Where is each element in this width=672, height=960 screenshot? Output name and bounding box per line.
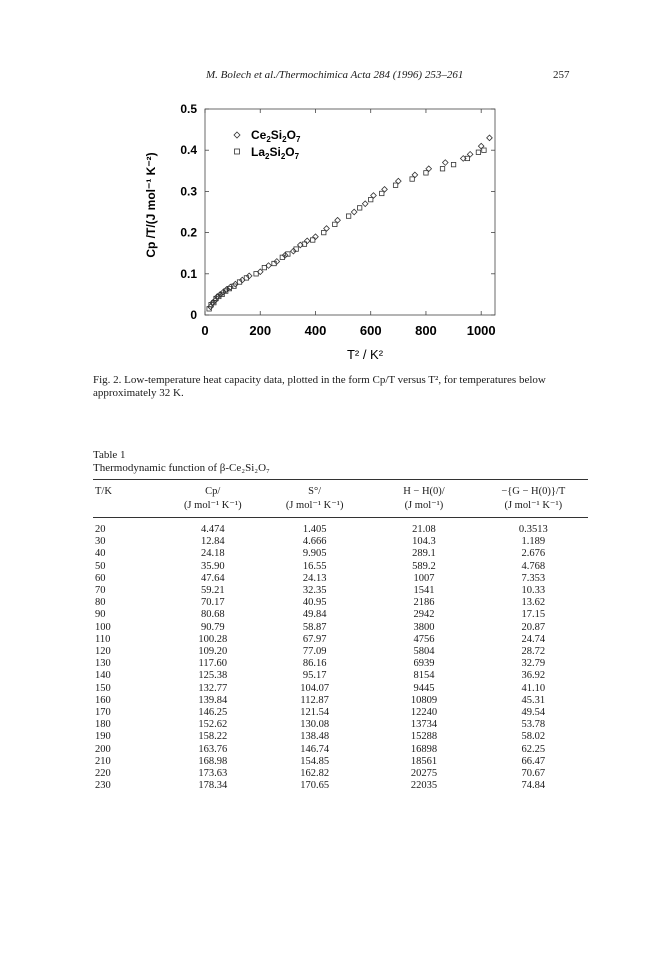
table-cell: 22035 xyxy=(410,780,438,792)
table-cell: 20275 xyxy=(410,768,438,780)
table-cell: 60 xyxy=(95,572,106,584)
data-point-la2si2o7 xyxy=(476,150,480,154)
table-row xyxy=(93,536,588,548)
y-tick-label: 0.4 xyxy=(180,143,197,158)
table-cell: 1.189 xyxy=(521,536,546,548)
figure-caption: Fig. 2. Low-temperature heat capacity data, plotted in the form Cp/T versus T², for temperatures below approximately 32 K. xyxy=(93,374,546,399)
table-row xyxy=(93,518,588,537)
table-cell: 32.35 xyxy=(302,585,327,597)
data-point-la2si2o7 xyxy=(440,167,444,171)
table-row xyxy=(93,695,588,707)
table-row xyxy=(93,731,588,743)
table-cell: 120 xyxy=(95,646,111,658)
data-point-ce2si2o7 xyxy=(304,238,310,244)
table-cell: 10809 xyxy=(410,694,438,706)
table-cell: 80 xyxy=(95,597,106,609)
table-row xyxy=(93,719,588,731)
table-row xyxy=(93,683,588,695)
table-cell: 139.84 xyxy=(198,694,228,706)
data-point-la2si2o7 xyxy=(451,162,455,166)
legend-label-la2si2o7: $La_2Si_2O_7$ xyxy=(251,145,300,161)
table-cell: 12240 xyxy=(410,707,438,719)
table-cell: 138.48 xyxy=(300,731,330,743)
table-row xyxy=(93,634,588,646)
table-cell: 70.67 xyxy=(521,768,546,780)
table-row xyxy=(93,597,588,609)
table-title: Thermodynamic function of β-Ce₂Si₂O₇ xyxy=(93,462,270,474)
thermo-table xyxy=(93,479,588,792)
table-cell: 104.3 xyxy=(412,536,436,548)
table-cell: 1007 xyxy=(413,572,435,584)
x-tick-label: 400 xyxy=(304,323,327,338)
chart-marks xyxy=(207,135,492,311)
table-cell: 146.74 xyxy=(300,743,330,755)
table-cell: 104.07 xyxy=(300,682,330,694)
table-cell: 80.68 xyxy=(200,609,225,621)
table-cell: 40 xyxy=(95,548,106,560)
table-cell: 30 xyxy=(95,536,106,548)
table-row xyxy=(93,585,588,597)
table-cell: 146.25 xyxy=(198,707,228,719)
table-cell: 13.62 xyxy=(521,597,546,609)
table-body xyxy=(93,518,588,793)
table-cell: 77.09 xyxy=(302,646,327,658)
table-cell: 4.768 xyxy=(521,560,546,572)
table-cell: 24.74 xyxy=(521,633,546,645)
table-cell: 49.54 xyxy=(521,707,546,719)
data-point-la2si2o7 xyxy=(410,177,414,181)
running-header xyxy=(0,69,672,85)
x-tick-label: 200 xyxy=(249,323,272,338)
table-cell: 2942 xyxy=(413,609,435,621)
table-cell: 170 xyxy=(95,707,111,719)
table-cell: 86.16 xyxy=(302,658,327,670)
table-row xyxy=(93,561,588,573)
table-cell: 53.78 xyxy=(521,719,546,731)
data-point-ce2si2o7 xyxy=(487,135,493,141)
table-cell: 125.38 xyxy=(198,670,228,682)
legend-marker-square xyxy=(235,149,240,154)
col-header-h: H − H(0)/ xyxy=(369,480,478,500)
table-cell: 58.02 xyxy=(521,731,546,743)
data-point-la2si2o7 xyxy=(346,214,350,218)
data-point-ce2si2o7 xyxy=(313,234,319,240)
table-cell: 47.64 xyxy=(200,572,225,584)
table-cell: 45.31 xyxy=(521,694,546,706)
table-cell: 28.72 xyxy=(521,646,546,658)
table-row xyxy=(93,622,588,634)
y-tick-label: 0.1 xyxy=(180,266,197,281)
table-header-row xyxy=(93,480,588,500)
col-header-g: −{G − H(0)}/T xyxy=(479,480,588,500)
data-point-la2si2o7 xyxy=(369,197,373,201)
table-cell: 20 xyxy=(95,524,106,535)
data-point-ce2si2o7 xyxy=(442,160,448,166)
table-row xyxy=(93,744,588,756)
table-units-row xyxy=(93,499,588,518)
x-tick-label: 0 xyxy=(201,323,209,338)
table-cell: 50 xyxy=(95,560,106,572)
y-tick-label: 0.5 xyxy=(180,102,197,116)
chart-legend xyxy=(234,128,301,161)
table-cell: 95.17 xyxy=(302,670,327,682)
table-cell: 1541 xyxy=(413,585,435,597)
table-cell: 67.97 xyxy=(302,633,327,645)
legend-label-ce2si2o7: $Ce_2Si_2O_7$ xyxy=(251,128,301,144)
table-cell: 130 xyxy=(95,658,111,670)
table-cell: 154.85 xyxy=(300,755,330,767)
table-cell: 190 xyxy=(95,731,111,743)
table-cell: 3800 xyxy=(413,621,435,633)
x-tick-label: 600 xyxy=(359,323,382,338)
table-cell: 58.87 xyxy=(302,621,327,633)
col-unit-cp: (J mol⁻¹ K⁻¹) xyxy=(166,499,260,518)
table-cell: 8154 xyxy=(413,670,435,682)
table-cell: 24.18 xyxy=(200,548,225,560)
data-point-ce2si2o7 xyxy=(351,209,357,215)
table-cell: 18561 xyxy=(410,755,438,767)
table-cell: 152.62 xyxy=(198,719,228,731)
table-cell: 10.33 xyxy=(521,585,546,597)
table-cell: 121.54 xyxy=(300,707,330,719)
table-cell: 112.87 xyxy=(300,694,329,706)
table-cell: 16.55 xyxy=(302,560,327,572)
table-caption xyxy=(93,449,270,475)
x-tick-label: 800 xyxy=(415,323,437,338)
table-cell: 74.84 xyxy=(521,780,546,792)
page-number: 257 xyxy=(553,69,570,81)
table-cell: 15288 xyxy=(410,731,438,743)
table-cell: 9445 xyxy=(413,682,435,694)
table-row xyxy=(93,573,588,585)
data-point-la2si2o7 xyxy=(322,230,326,234)
x-axis-label: T² / K² xyxy=(346,347,384,362)
table-cell: 178.34 xyxy=(198,780,228,792)
table-cell: 180 xyxy=(95,719,111,731)
data-point-la2si2o7 xyxy=(482,148,486,152)
table-row xyxy=(93,658,588,670)
col-unit-t xyxy=(93,499,166,518)
table-cell: 168.98 xyxy=(198,755,228,767)
table-cell: 173.63 xyxy=(198,768,228,780)
heat-capacity-chart xyxy=(140,95,520,370)
table-cell: 90.79 xyxy=(200,621,225,633)
table-cell: 13734 xyxy=(410,719,438,731)
table-row xyxy=(93,780,588,792)
table-cell: 100 xyxy=(95,621,111,633)
table-cell: 9.905 xyxy=(302,548,327,560)
table-cell: 59.21 xyxy=(200,585,225,597)
table-cell: 24.13 xyxy=(302,572,327,584)
table-cell: 4756 xyxy=(413,633,435,645)
table-cell: 41.10 xyxy=(521,682,546,694)
table-row xyxy=(93,548,588,560)
table-cell: 1.405 xyxy=(302,524,327,535)
y-tick-label: 0 xyxy=(190,308,197,322)
table-cell: 17.15 xyxy=(521,609,546,621)
table-cell: 0.3513 xyxy=(518,524,548,535)
data-point-la2si2o7 xyxy=(424,171,428,175)
col-unit-h: (J mol⁻¹) xyxy=(369,499,478,518)
table-cell: 7.353 xyxy=(521,572,546,584)
table-cell: 70 xyxy=(95,585,106,597)
table-cell: 163.76 xyxy=(198,743,228,755)
table-cell: 162.82 xyxy=(300,768,330,780)
table-row xyxy=(93,670,588,682)
table-row xyxy=(93,646,588,658)
x-tick-label: 1000 xyxy=(466,323,496,338)
table-cell: 62.25 xyxy=(521,743,546,755)
table-row xyxy=(93,707,588,719)
table-cell: 100.28 xyxy=(198,633,228,645)
table-cell: 160 xyxy=(95,694,111,706)
table-cell: 117.60 xyxy=(198,658,228,670)
plot-frame xyxy=(205,109,495,315)
data-point-la2si2o7 xyxy=(393,183,397,187)
table-cell: 220 xyxy=(95,768,111,780)
table-cell: 130.08 xyxy=(300,719,330,731)
table-cell: 6939 xyxy=(413,658,435,670)
table-cell: 32.79 xyxy=(521,658,546,670)
table-cell: 150 xyxy=(95,682,111,694)
table-cell: 158.22 xyxy=(198,731,228,743)
table-cell: 2.676 xyxy=(521,548,546,560)
running-title: M. Bolech et al./Thermochimica Acta 284 (1996) 253–261 xyxy=(206,69,464,81)
table-cell: 12.84 xyxy=(200,536,225,548)
col-header-t: T/K xyxy=(93,480,166,500)
table-cell: 40.95 xyxy=(302,597,327,609)
data-point-la2si2o7 xyxy=(333,222,337,226)
table-cell: 200 xyxy=(95,743,111,755)
table-row xyxy=(93,756,588,768)
col-unit-g: (J mol⁻¹ K⁻¹) xyxy=(479,499,588,518)
table-cell: 132.77 xyxy=(198,682,228,694)
table-cell: 21.08 xyxy=(412,524,436,535)
table-cell: 589.2 xyxy=(412,560,436,572)
table-cell: 36.92 xyxy=(521,670,546,682)
table-cell: 66.47 xyxy=(521,755,546,767)
table-cell: 109.20 xyxy=(198,646,228,658)
data-point-ce2si2o7 xyxy=(362,201,368,207)
col-header-cp: Cp/ xyxy=(166,480,260,500)
y-axis-label: Cp /T/(J mol⁻¹ K⁻²) xyxy=(144,152,158,258)
table-label: Table 1 xyxy=(93,449,126,461)
table-cell: 49.84 xyxy=(302,609,327,621)
table-cell: 70.17 xyxy=(200,597,225,609)
chart-axes xyxy=(180,102,495,338)
data-point-la2si2o7 xyxy=(380,191,384,195)
table-cell: 4.474 xyxy=(200,524,225,535)
y-tick-label: 0.3 xyxy=(180,184,197,199)
y-tick-label: 0.2 xyxy=(180,225,197,240)
col-unit-s: (J mol⁻¹ K⁻¹) xyxy=(260,499,369,518)
table-cell: 289.1 xyxy=(412,548,436,560)
table-cell: 140 xyxy=(95,670,111,682)
table-cell: 2186 xyxy=(413,597,435,609)
table-cell: 20.87 xyxy=(521,621,546,633)
table-cell: 16898 xyxy=(410,743,438,755)
table-cell: 4.666 xyxy=(302,536,327,548)
table-cell: 110 xyxy=(95,633,111,645)
table-row xyxy=(93,768,588,780)
table-cell: 90 xyxy=(95,609,106,621)
data-point-la2si2o7 xyxy=(357,206,361,210)
table-row xyxy=(93,609,588,621)
legend-marker-diamond xyxy=(234,132,240,138)
table-cell: 230 xyxy=(95,780,111,792)
col-header-s: S°/ xyxy=(260,480,369,500)
table-cell: 170.65 xyxy=(300,780,330,792)
table-cell: 5804 xyxy=(413,646,435,658)
table-cell: 35.90 xyxy=(200,560,225,572)
table-cell: 210 xyxy=(95,755,111,767)
